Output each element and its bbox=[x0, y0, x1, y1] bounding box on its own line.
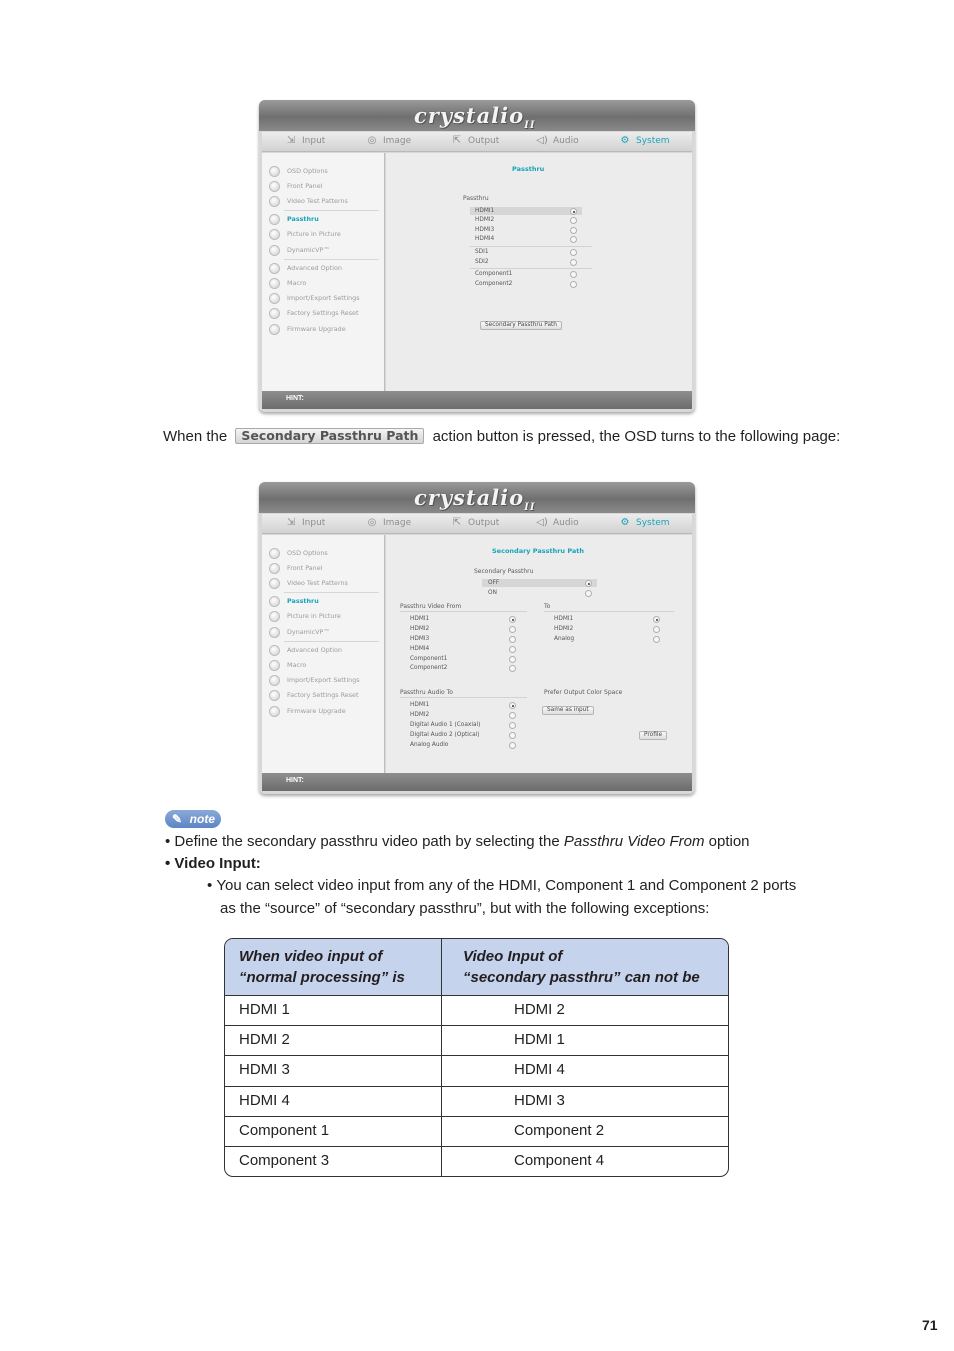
selection-highlight bbox=[482, 579, 597, 587]
menu-item-firmware-upgrade[interactable] bbox=[267, 323, 383, 336]
table-row bbox=[225, 1116, 728, 1146]
menu-label: Firmware Upgrade bbox=[287, 325, 346, 333]
menu-item-firmware-upgrade[interactable] bbox=[267, 705, 383, 718]
header-normal-processing: When video input of “normal processing” is bbox=[239, 948, 405, 986]
radio-from-component1[interactable] bbox=[509, 656, 516, 663]
speaker-icon: ◁) bbox=[536, 135, 548, 146]
menu-label: Video Test Patterns bbox=[287, 197, 348, 205]
option-from-hdmi1[interactable]: HDMI1 bbox=[410, 616, 430, 622]
cell-normal: HDMI 2 bbox=[239, 1031, 290, 1048]
option-on[interactable]: ON bbox=[488, 590, 497, 596]
pencil-icon: ✎ bbox=[172, 812, 183, 826]
option-to-analog[interactable]: Analog bbox=[554, 636, 575, 642]
tab-system[interactable]: ⚙ System bbox=[618, 517, 670, 528]
menu-label: Video Test Patterns bbox=[287, 579, 348, 587]
note-sub-bullet-line2: as the “source” of “secondary passthru”, but with the following exceptions: bbox=[220, 900, 710, 917]
crystalio-logo: crystalio$_{II}$ bbox=[414, 485, 536, 514]
divider bbox=[400, 697, 527, 698]
option-sdi2[interactable]: SDI2 bbox=[475, 259, 489, 265]
menu-label: OSD Options bbox=[287, 167, 328, 175]
output-icon: ⇱ bbox=[452, 135, 462, 146]
option-hdmi4[interactable]: HDMI4 bbox=[475, 236, 495, 242]
bullet1-tail: option bbox=[704, 833, 750, 850]
osd-screenshot-secondary-passthru-path bbox=[259, 482, 695, 794]
menu-item-front-panel[interactable] bbox=[267, 562, 383, 575]
menu-item-passthru[interactable] bbox=[267, 595, 383, 608]
table-row bbox=[225, 1025, 728, 1055]
menu-item-dynamicvp[interactable] bbox=[267, 244, 383, 257]
radio-audio-optical[interactable] bbox=[509, 732, 516, 739]
radio-hdmi1[interactable] bbox=[570, 208, 577, 215]
menu-label: Factory Settings Reset bbox=[287, 691, 359, 699]
option-off[interactable]: OFF bbox=[488, 580, 500, 586]
menu-divider bbox=[284, 641, 379, 642]
menu-radio bbox=[269, 245, 280, 256]
menu-label: OSD Options bbox=[287, 549, 328, 557]
radio-to-hdmi1[interactable] bbox=[653, 616, 660, 623]
tab-image[interactable]: ◎ Image bbox=[365, 517, 411, 528]
table-header bbox=[225, 939, 728, 996]
to-label: To bbox=[544, 603, 551, 610]
menu-radio bbox=[269, 675, 280, 686]
menu-item-video-test-patterns[interactable] bbox=[267, 195, 383, 208]
hint-bar bbox=[262, 773, 692, 791]
option-audio-optical[interactable]: Digital Audio 2 (Optical) bbox=[410, 732, 480, 738]
secondary-passthru-path-button[interactable]: Secondary Passthru Path bbox=[480, 321, 562, 330]
page-number: 71 bbox=[922, 1317, 938, 1333]
radio-to-analog[interactable] bbox=[653, 636, 660, 643]
caption-after: action button is pressed, the OSD turns to the following page: bbox=[432, 428, 841, 445]
option-from-hdmi4[interactable]: HDMI4 bbox=[410, 646, 430, 652]
menu-radio bbox=[269, 596, 280, 607]
menu-radio bbox=[269, 548, 280, 559]
radio-hdmi3[interactable] bbox=[570, 227, 577, 234]
cell-normal: HDMI 1 bbox=[239, 1001, 290, 1018]
osd-tab-bar bbox=[262, 132, 692, 152]
menu-item-osd-options[interactable] bbox=[267, 547, 383, 560]
option-audio-analog[interactable]: Analog Audio bbox=[410, 742, 449, 748]
divider bbox=[400, 611, 527, 612]
input-icon: ⇲ bbox=[286, 135, 296, 146]
radio-from-hdmi1[interactable] bbox=[509, 616, 516, 623]
exceptions-table bbox=[224, 938, 729, 1177]
table-row bbox=[225, 1086, 728, 1116]
menu-item-picture-in-picture[interactable] bbox=[267, 610, 383, 623]
menu-item-advanced-option[interactable] bbox=[267, 644, 383, 657]
menu-radio bbox=[269, 578, 280, 589]
menu-label: Macro bbox=[287, 279, 307, 287]
menu-item-factory-reset[interactable] bbox=[267, 689, 383, 702]
divider bbox=[470, 268, 592, 269]
eye-icon: ◎ bbox=[367, 517, 377, 528]
menu-label: Macro bbox=[287, 661, 307, 669]
menu-radio bbox=[269, 324, 280, 335]
radio-on[interactable] bbox=[585, 590, 592, 597]
menu-radio bbox=[269, 293, 280, 304]
note-bullet-1: • Define the secondary passthru video path by selecting the Passthru Video From option bbox=[165, 833, 750, 850]
radio-off[interactable] bbox=[585, 580, 592, 587]
page-title: Secondary Passthru Path bbox=[492, 547, 585, 555]
tab-input[interactable]: ⇲ Input bbox=[284, 517, 325, 528]
radio-hdmi4[interactable] bbox=[570, 236, 577, 243]
passthru-group-label: Passthru bbox=[463, 195, 489, 202]
osd-main-panel bbox=[386, 153, 692, 392]
menu-radio bbox=[269, 690, 280, 701]
inline-action-button: Secondary Passthru Path bbox=[235, 428, 424, 444]
cell-secondary: HDMI 3 bbox=[514, 1092, 565, 1109]
tab-image[interactable]: ◎ Image bbox=[365, 135, 411, 146]
menu-radio bbox=[269, 166, 280, 177]
tab-audio[interactable]: ◁) Audio bbox=[536, 517, 579, 528]
note-bullet-2: • Video Input: bbox=[165, 855, 261, 872]
radio-audio-hdmi1[interactable] bbox=[509, 702, 516, 709]
tab-output[interactable]: ⇱ Output bbox=[450, 517, 499, 528]
secondary-passthru-label: Secondary Passthru bbox=[474, 568, 534, 575]
menu-label: Import/Export Settings bbox=[287, 294, 360, 302]
option-to-hdmi1[interactable]: HDMI1 bbox=[554, 616, 574, 622]
tab-audio[interactable]: ◁) Audio bbox=[536, 135, 579, 146]
radio-from-component2[interactable] bbox=[509, 665, 516, 672]
menu-radio bbox=[269, 660, 280, 671]
note-label: note bbox=[189, 812, 215, 826]
menu-divider bbox=[284, 592, 379, 593]
option-hdmi2[interactable]: HDMI2 bbox=[475, 217, 495, 223]
menu-radio bbox=[269, 611, 280, 622]
hint-label: HINT: bbox=[286, 395, 304, 402]
video-from-label: Passthru Video From bbox=[400, 603, 462, 610]
radio-from-hdmi2[interactable] bbox=[509, 626, 516, 633]
menu-item-factory-reset[interactable] bbox=[267, 307, 383, 320]
eye-icon: ◎ bbox=[367, 135, 377, 146]
menu-item-dynamicvp[interactable] bbox=[267, 626, 383, 639]
option-from-component2[interactable]: Component2 bbox=[410, 665, 448, 671]
menu-item-passthru[interactable] bbox=[267, 213, 383, 226]
cell-normal: HDMI 3 bbox=[239, 1061, 290, 1078]
option-hdmi1[interactable]: HDMI1 bbox=[475, 208, 495, 214]
menu-item-import-export[interactable] bbox=[267, 674, 383, 687]
option-hdmi3[interactable]: HDMI3 bbox=[475, 227, 495, 233]
menu-label: Advanced Option bbox=[287, 646, 342, 654]
menu-radio bbox=[269, 706, 280, 717]
menu-item-osd-options[interactable] bbox=[267, 165, 383, 178]
menu-item-picture-in-picture[interactable] bbox=[267, 228, 383, 241]
menu-label: DynamicVP™ bbox=[287, 628, 330, 636]
option-sdi1[interactable]: SDI1 bbox=[475, 249, 489, 255]
gear-icon: ⚙ bbox=[620, 517, 630, 528]
menu-item-macro[interactable] bbox=[267, 659, 383, 672]
radio-sdi2[interactable] bbox=[570, 259, 577, 266]
menu-divider bbox=[284, 259, 379, 260]
speaker-icon: ◁) bbox=[536, 517, 548, 528]
radio-audio-coaxial[interactable] bbox=[509, 722, 516, 729]
menu-radio bbox=[269, 308, 280, 319]
tab-input[interactable]: ⇲ Input bbox=[284, 135, 325, 146]
sub-bullet-text: You can select video input from any of the HDMI, Component 1 and Component 2 ports bbox=[216, 877, 797, 894]
menu-radio bbox=[269, 214, 280, 225]
menu-label: Factory Settings Reset bbox=[287, 309, 359, 317]
menu-item-front-panel[interactable] bbox=[267, 180, 383, 193]
divider bbox=[544, 611, 674, 612]
bullet2-text: Video Input: bbox=[174, 855, 261, 872]
radio-to-hdmi2[interactable] bbox=[653, 626, 660, 633]
menu-item-advanced-option[interactable] bbox=[267, 262, 383, 275]
menu-radio bbox=[269, 278, 280, 289]
cell-secondary: HDMI 4 bbox=[514, 1061, 565, 1078]
radio-component1[interactable] bbox=[570, 271, 577, 278]
cell-normal: Component 3 bbox=[239, 1152, 330, 1169]
menu-radio bbox=[269, 196, 280, 207]
menu-radio bbox=[269, 229, 280, 240]
caption-line bbox=[163, 428, 840, 445]
radio-component2[interactable] bbox=[570, 281, 577, 288]
menu-label: Picture in Picture bbox=[287, 612, 341, 620]
menu-label: Front Panel bbox=[287, 564, 323, 572]
table-row bbox=[225, 1055, 728, 1085]
menu-radio bbox=[269, 181, 280, 192]
bullet1-emphasis: Passthru Video From bbox=[563, 833, 705, 850]
radio-hdmi2[interactable] bbox=[570, 217, 577, 224]
table-row bbox=[225, 996, 728, 1026]
option-from-hdmi3[interactable]: HDMI3 bbox=[410, 636, 430, 642]
osd-main-panel bbox=[386, 535, 692, 774]
option-audio-hdmi1[interactable]: HDMI1 bbox=[410, 702, 430, 708]
menu-radio bbox=[269, 563, 280, 574]
table-row bbox=[225, 1146, 728, 1176]
osd-screenshot-passthru bbox=[259, 100, 695, 412]
menu-label: Passthru bbox=[287, 597, 319, 605]
option-component1[interactable]: Component1 bbox=[475, 271, 513, 277]
cell-secondary: Component 2 bbox=[514, 1122, 605, 1139]
option-from-hdmi2[interactable]: HDMI2 bbox=[410, 626, 430, 632]
tab-output[interactable]: ⇱ Output bbox=[450, 135, 499, 146]
option-audio-hdmi2[interactable]: HDMI2 bbox=[410, 712, 430, 718]
profile-button[interactable]: Profile bbox=[639, 731, 667, 740]
menu-radio bbox=[269, 263, 280, 274]
menu-label: Firmware Upgrade bbox=[287, 707, 346, 715]
divider bbox=[470, 246, 592, 247]
osd-sidebar-menu bbox=[262, 153, 385, 392]
radio-sdi1[interactable] bbox=[570, 249, 577, 256]
note-badge bbox=[165, 810, 221, 828]
hint-label: HINT: bbox=[286, 777, 304, 784]
osd-banner bbox=[259, 482, 695, 513]
audio-to-label: Passthru Audio To bbox=[400, 689, 453, 696]
cell-secondary: HDMI 1 bbox=[514, 1031, 565, 1048]
menu-label: Picture in Picture bbox=[287, 230, 341, 238]
bullet1-text: Define the secondary passthru video path by selecting the bbox=[174, 833, 564, 850]
menu-label: DynamicVP™ bbox=[287, 246, 330, 254]
osd-sidebar-menu bbox=[262, 535, 385, 774]
header-secondary-passthru: Video Input of “secondary passthru” can not be bbox=[463, 948, 700, 986]
same-as-input-dropdown[interactable]: Same as input bbox=[542, 706, 594, 715]
osd-tab-bar bbox=[262, 514, 692, 534]
option-from-component1[interactable]: Component1 bbox=[410, 656, 448, 662]
cell-normal: HDMI 4 bbox=[239, 1092, 290, 1109]
menu-item-macro[interactable] bbox=[267, 277, 383, 290]
caption-before: When the bbox=[163, 428, 228, 445]
radio-from-hdmi3[interactable] bbox=[509, 636, 516, 643]
menu-item-video-test-patterns[interactable] bbox=[267, 577, 383, 590]
radio-audio-hdmi2[interactable] bbox=[509, 712, 516, 719]
menu-radio bbox=[269, 645, 280, 656]
input-icon: ⇲ bbox=[286, 517, 296, 528]
menu-divider bbox=[284, 210, 379, 211]
radio-audio-analog[interactable] bbox=[509, 742, 516, 749]
osd-banner bbox=[259, 100, 695, 131]
menu-label: Passthru bbox=[287, 215, 319, 223]
cell-normal: Component 1 bbox=[239, 1122, 330, 1139]
option-component2[interactable]: Component2 bbox=[475, 281, 513, 287]
menu-item-import-export[interactable] bbox=[267, 292, 383, 305]
tab-system[interactable]: ⚙ System bbox=[618, 135, 670, 146]
note-sub-bullet-line1: • You can select video input from any of the HDMI, Component 1 and Component 2 ports bbox=[207, 877, 797, 894]
radio-from-hdmi4[interactable] bbox=[509, 646, 516, 653]
menu-label: Front Panel bbox=[287, 182, 323, 190]
option-to-hdmi2[interactable]: HDMI2 bbox=[554, 626, 574, 632]
menu-label: Advanced Option bbox=[287, 264, 342, 272]
page-title: Passthru bbox=[512, 165, 545, 173]
cell-secondary: Component 4 bbox=[514, 1152, 605, 1169]
color-space-label: Prefer Output Color Space bbox=[544, 689, 623, 696]
hint-bar bbox=[262, 391, 692, 409]
gear-icon: ⚙ bbox=[620, 135, 630, 146]
output-icon: ⇱ bbox=[452, 517, 462, 528]
cell-secondary: HDMI 2 bbox=[514, 1001, 565, 1018]
option-audio-coaxial[interactable]: Digital Audio 1 (Coaxial) bbox=[410, 722, 481, 728]
menu-radio bbox=[269, 627, 280, 638]
menu-label: Import/Export Settings bbox=[287, 676, 360, 684]
crystalio-logo: crystalio$_{II}$ bbox=[414, 103, 536, 132]
